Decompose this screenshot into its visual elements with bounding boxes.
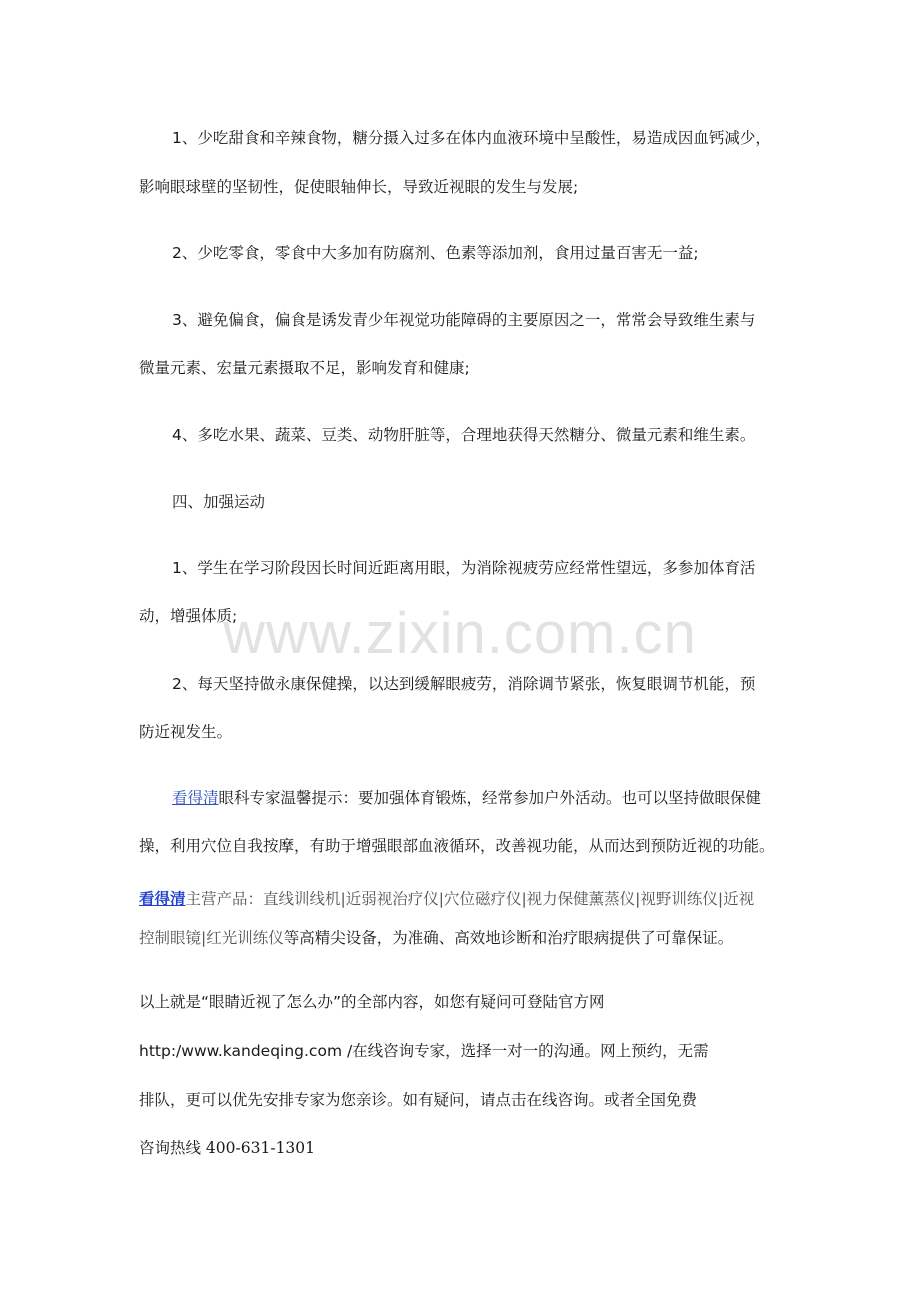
kandeqing-products-link[interactable]: 看得清 bbox=[139, 890, 186, 908]
closing-line-3-main: 排队，更可以优先安排专家为您亲诊。如有疑问，请点击在线咨询。或者 bbox=[139, 1091, 636, 1109]
closing-line-3 bbox=[139, 1089, 799, 1111]
diet-item-3-line-1: 3、避免偏食，偏食是诱发青少年视觉功能障碍的主要原因之一，常常会导致维生素与 bbox=[172, 311, 756, 329]
products-description: 等高精尖设备，为准确、高效地诊断和治疗眼病提供了可靠保证。 bbox=[283, 929, 734, 947]
diet-item-4: 4、多吃水果、蔬菜、豆类、动物肝脏等，合理地获得天然糖分、微量元素和维生素。 bbox=[172, 426, 756, 444]
exercise-item-1-line-2: 动，增强体质; bbox=[139, 607, 238, 625]
diet-item-3-line-2: 微量元素、宏量元素摄取不足，影响发育和健康; bbox=[139, 359, 470, 377]
section-heading-exercise: 四、加强运动 bbox=[172, 493, 266, 511]
exercise-item-2-line-2: 防近视发生。 bbox=[139, 723, 233, 741]
watermark-text: www.zixin.com.cn bbox=[223, 601, 697, 666]
closing-line-3-tail: 全国免费 bbox=[635, 1091, 698, 1109]
products-line-2 bbox=[139, 927, 799, 949]
exercise-item-2-line-1: 2、每天坚持做永康保健操，以达到缓解眼疲劳，消除调节紧张，恢复眼调节机能，预 bbox=[172, 675, 756, 693]
kandeqing-link[interactable]: 看得清 bbox=[172, 789, 219, 807]
closing-line-2: http:/www.kandeqing.com /在线咨询专家，选择一对一的沟通。网上预约，无需 bbox=[139, 1042, 709, 1060]
diet-item-1-line-1: 1、少吃甜食和辛辣食物，糖分摄入过多在体内血液环境中呈酸性，易造成因血钙减少， bbox=[172, 129, 771, 147]
products-list-text: 主营产品：直线训线机|近弱视治疗仪|穴位磁疗仪|视力保健薰蒸仪|视野训练仪|近视 bbox=[185, 890, 755, 908]
diet-item-1-line-2: 影响眼球壁的坚韧性，促使眼轴伸长，导致近视眼的发生与发展; bbox=[139, 178, 579, 196]
expert-tip-text: 眼科专家温馨提示：要加强体育锻炼，经常参加户外活动。也可以坚持做眼保健 bbox=[218, 789, 762, 807]
products-list-continued: 控制眼镜|红光训练仪 bbox=[139, 929, 284, 947]
expert-tip-line-2: 操，利用穴位自我按摩，有助于增强眼部血液循环，改善视功能，从而达到预防近视的功能。 bbox=[139, 837, 775, 855]
diet-item-2: 2、少吃零食，零食中大多加有防腐剂、色素等添加剂，食用过量百害无一益; bbox=[172, 244, 699, 262]
expert-tip-line-1 bbox=[172, 787, 802, 809]
closing-line-1: 以上就是“眼睛近视了怎么办”的全部内容，如您有疑问可登陆官方网 bbox=[139, 993, 605, 1011]
hotline-text: 咨询热线 400-631-1301 bbox=[139, 1139, 316, 1157]
exercise-item-1-line-1: 1、学生在学习阶段因长时间近距离用眼，为消除视疲劳应经常性望远，多参加体育活 bbox=[172, 559, 756, 577]
products-line-1 bbox=[139, 888, 799, 910]
